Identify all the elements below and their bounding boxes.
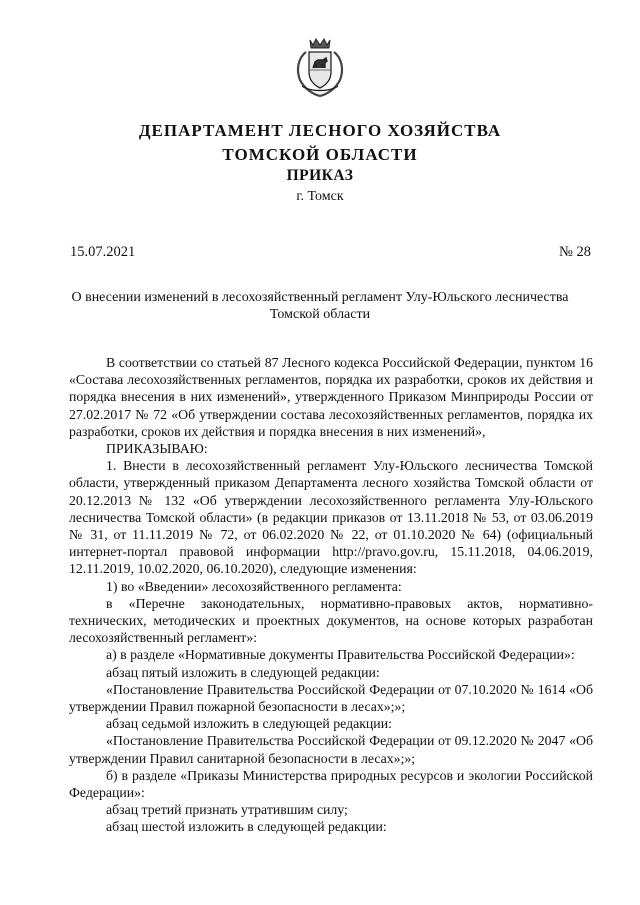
order-body: [69, 354, 593, 836]
preamble-paragraph: В соответствии со статьей 87 Лесного кодекса Российской Федерации, пунктом 16 «Состава лесохозяйственных регламентов, порядка их разработки, сроков их действия и порядка внесения в них изменений», утвержденного Приказом Минприроды России от 27.02.2017 № 72 «Об утверждении состава лесохозяйственных регламентов, порядка их разработки, сроков их действия и порядка внесения в них изменений»,: [69, 355, 593, 439]
list-intro-paragraph: в «Перечне законодательных, нормативно-правовых актов, нормативно-технических, методических и проектных документов, на основе которых разработан лесохозяйственный регламент»:: [69, 595, 593, 646]
order-subject: О внесении изменений в лесохозяйственный регламент Улу-Юльского лесничества Томской области: [71, 290, 569, 322]
item-a-paragraph: а) в разделе «Нормативные документы Правительства Российской Федерации»:: [106, 647, 575, 663]
department-region: ТОМСКОЙ ОБЛАСТИ: [222, 145, 418, 164]
body-paragraph: «Постановление Правительства Российской Федерации от 07.10.2020 № 1614 «Об утверждении Правил пожарной безопасности в лесах»;»;: [69, 681, 593, 715]
clause-1-paragraph: 1. Внести в лесохозяйственный регламент Улу-Юльского лесничества Томской области, утвержденный приказом Департамента лесного хозяйства Томской области от 20.12.2013 № 132 «Об утверждении лесохозяйственного регламента Улу-Юльского лесничества Томской области» (в редакции приказов от 13.11.2018 № 53, от 03.06.2019 № 31, от 11.11.2019 № 72, от 06.02.2020 № 22, от 01.10.2020 № 64) (официальный интернет-портал правовой информации http://pravo.gov.ru, 15.11.2018, 04.06.2019, 12.11.2019, 10.02.2020, 06.10.2020), следующие изменения:: [69, 458, 593, 577]
body-paragraph: абзац пятый изложить в следующей редакции:: [106, 664, 380, 680]
body-paragraph: абзац седьмой изложить в следующей редакции:: [106, 716, 392, 732]
order-directive: ПРИКАЗЫВАЮ:: [106, 441, 208, 457]
emblem-graphic: [292, 36, 348, 100]
coat-of-arms-emblem: [292, 36, 348, 100]
subclause-1-paragraph: 1) во «Введении» лесохозяйственного регламента:: [106, 578, 402, 594]
body-paragraph: абзац третий признать утратившим силу;: [106, 802, 348, 818]
order-date: 15.07.2021: [70, 244, 136, 260]
document-type: ПРИКАЗ: [286, 167, 354, 184]
body-paragraph: «Постановление Правительства Российской Федерации от 09.12.2020 № 2047 «Об утверждении Правил санитарной безопасности в лесах»;»;: [69, 733, 593, 766]
city-label: г. Томск: [296, 189, 344, 204]
order-number: № 28: [559, 244, 591, 260]
body-paragraph: абзац шестой изложить в следующей редакции:: [106, 819, 387, 835]
item-b-paragraph: б) в разделе «Приказы Министерства природных ресурсов и экологии Российской Федерации»:: [69, 767, 593, 801]
department-name: ДЕПАРТАМЕНТ ЛЕСНОГО ХОЗЯЙСТВА: [138, 121, 502, 140]
